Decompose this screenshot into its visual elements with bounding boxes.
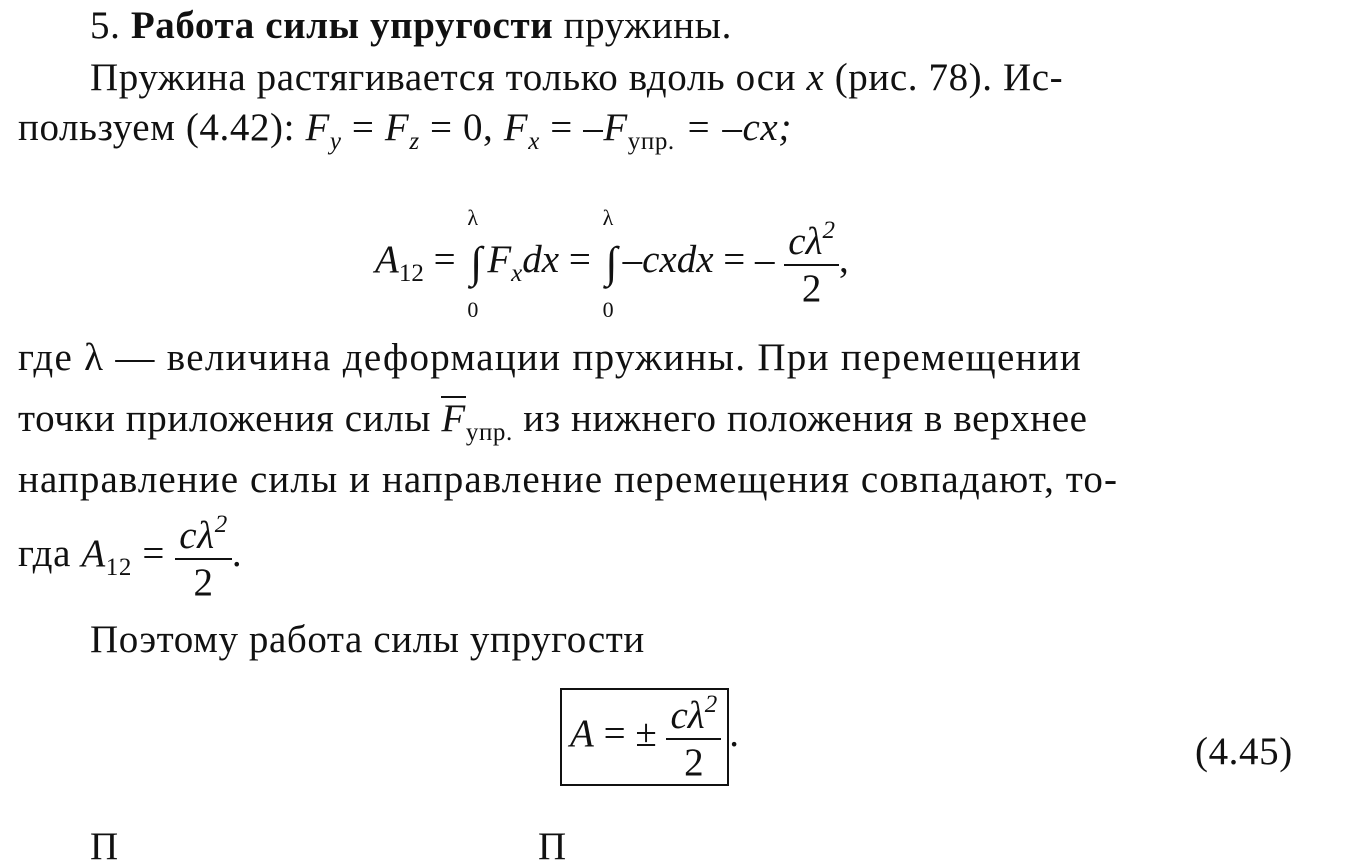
fraction-denominator: 2	[801, 267, 822, 310]
equals-minus: = –	[539, 106, 604, 149]
fraction-2	[175, 512, 232, 602]
para3-line: Поэтому работа силы упругости	[90, 618, 645, 661]
para2-line2-text: точки приложения силы	[18, 397, 442, 440]
cut-line-2	[538, 825, 567, 868]
fraction	[784, 218, 839, 308]
fraction-numerator: cλ	[788, 220, 823, 263]
integrand-2: –cxdx	[622, 237, 714, 281]
equation-box	[560, 688, 729, 786]
para1-line2	[18, 108, 792, 154]
eq-plusminus: = ±	[593, 711, 667, 755]
section-title-rest: пружины.	[553, 4, 732, 47]
cut-char-b: П	[538, 825, 567, 868]
force-vector-f: F	[441, 397, 466, 440]
section-title-bold: Работа силы упругости	[130, 4, 554, 47]
integral-sign-icon: ∫	[470, 238, 483, 287]
eq-sign: =	[423, 237, 466, 281]
sub-y: y	[329, 128, 342, 155]
fraction-denominator-3: 2	[684, 741, 704, 784]
fraction-denominator-2: 2	[193, 561, 214, 604]
para2-line2-tail: из нижнего положения в верхнее	[512, 397, 1088, 440]
equals-sign: =	[341, 106, 385, 149]
sub-upr-2: упр.	[465, 419, 513, 446]
para2-line4	[18, 512, 242, 602]
integral-2	[601, 205, 623, 322]
integrand-f: F	[487, 237, 512, 281]
fraction-numerator-2: cλ	[179, 514, 215, 557]
integrand-sub: x	[511, 259, 523, 287]
work-sub: 12	[398, 259, 424, 287]
para2-line4-text: гда	[18, 531, 82, 575]
sub-z: z	[409, 128, 420, 155]
para1-line1	[90, 58, 1063, 97]
cut-char-a: П	[90, 825, 119, 868]
work-symbol-2: A	[81, 531, 106, 575]
sub-x: x	[528, 128, 540, 155]
work-sub-2: 12	[105, 553, 132, 581]
para2-line2	[18, 396, 1088, 445]
eq-sign-2: =	[559, 237, 601, 281]
section-heading	[90, 6, 732, 45]
para2-line1: где λ — величина деформации пружины. При перемещении	[18, 336, 1083, 379]
force-fy: F	[305, 106, 330, 149]
upper-limit-2: λ	[602, 205, 614, 230]
work-symbol: A	[375, 237, 399, 281]
fraction-3	[666, 692, 721, 782]
axis-x: x	[806, 56, 825, 99]
fraction-sup-2: 2	[214, 511, 228, 538]
lower-limit-2: 0	[602, 297, 614, 322]
integrand-dx: dx	[522, 237, 560, 281]
force-fz: F	[384, 106, 410, 149]
cut-line	[90, 825, 119, 868]
boxed-equation	[560, 688, 739, 786]
force-fx: F	[503, 106, 529, 149]
sub-upr: упр.	[627, 128, 675, 155]
fraction-sup: 2	[822, 217, 835, 244]
equation-number: (4.45)	[1195, 730, 1293, 773]
eq-sign-3: =	[132, 531, 176, 575]
period: .	[231, 531, 243, 575]
para1-line2-text: пользуем (4.42):	[18, 106, 306, 149]
eq-minus: = –	[713, 237, 775, 281]
comma: ,	[838, 237, 849, 281]
equals-zero: = 0,	[419, 106, 504, 149]
upper-limit: λ	[467, 205, 478, 230]
section-number: 5.	[90, 4, 121, 47]
period-2: .	[729, 711, 739, 755]
fraction-sup-3: 2	[704, 691, 718, 718]
work-symbol-3: A	[570, 711, 594, 755]
integral-equation	[375, 205, 849, 322]
para2-line3: направление силы и направление перемещения совпадают, то-	[18, 458, 1119, 501]
lower-limit: 0	[467, 297, 479, 322]
integral-sign-icon: ∫	[605, 238, 618, 287]
para1-text-a: Пружина растягивается только вдоль оси	[90, 56, 807, 99]
para1-tail: = –cx;	[674, 106, 792, 149]
para1-text-b: (рис. 78). Ис-	[824, 56, 1064, 99]
force-fupr: F	[603, 106, 628, 149]
fraction-numerator-3: cλ	[670, 694, 705, 737]
integral-1	[465, 205, 487, 322]
